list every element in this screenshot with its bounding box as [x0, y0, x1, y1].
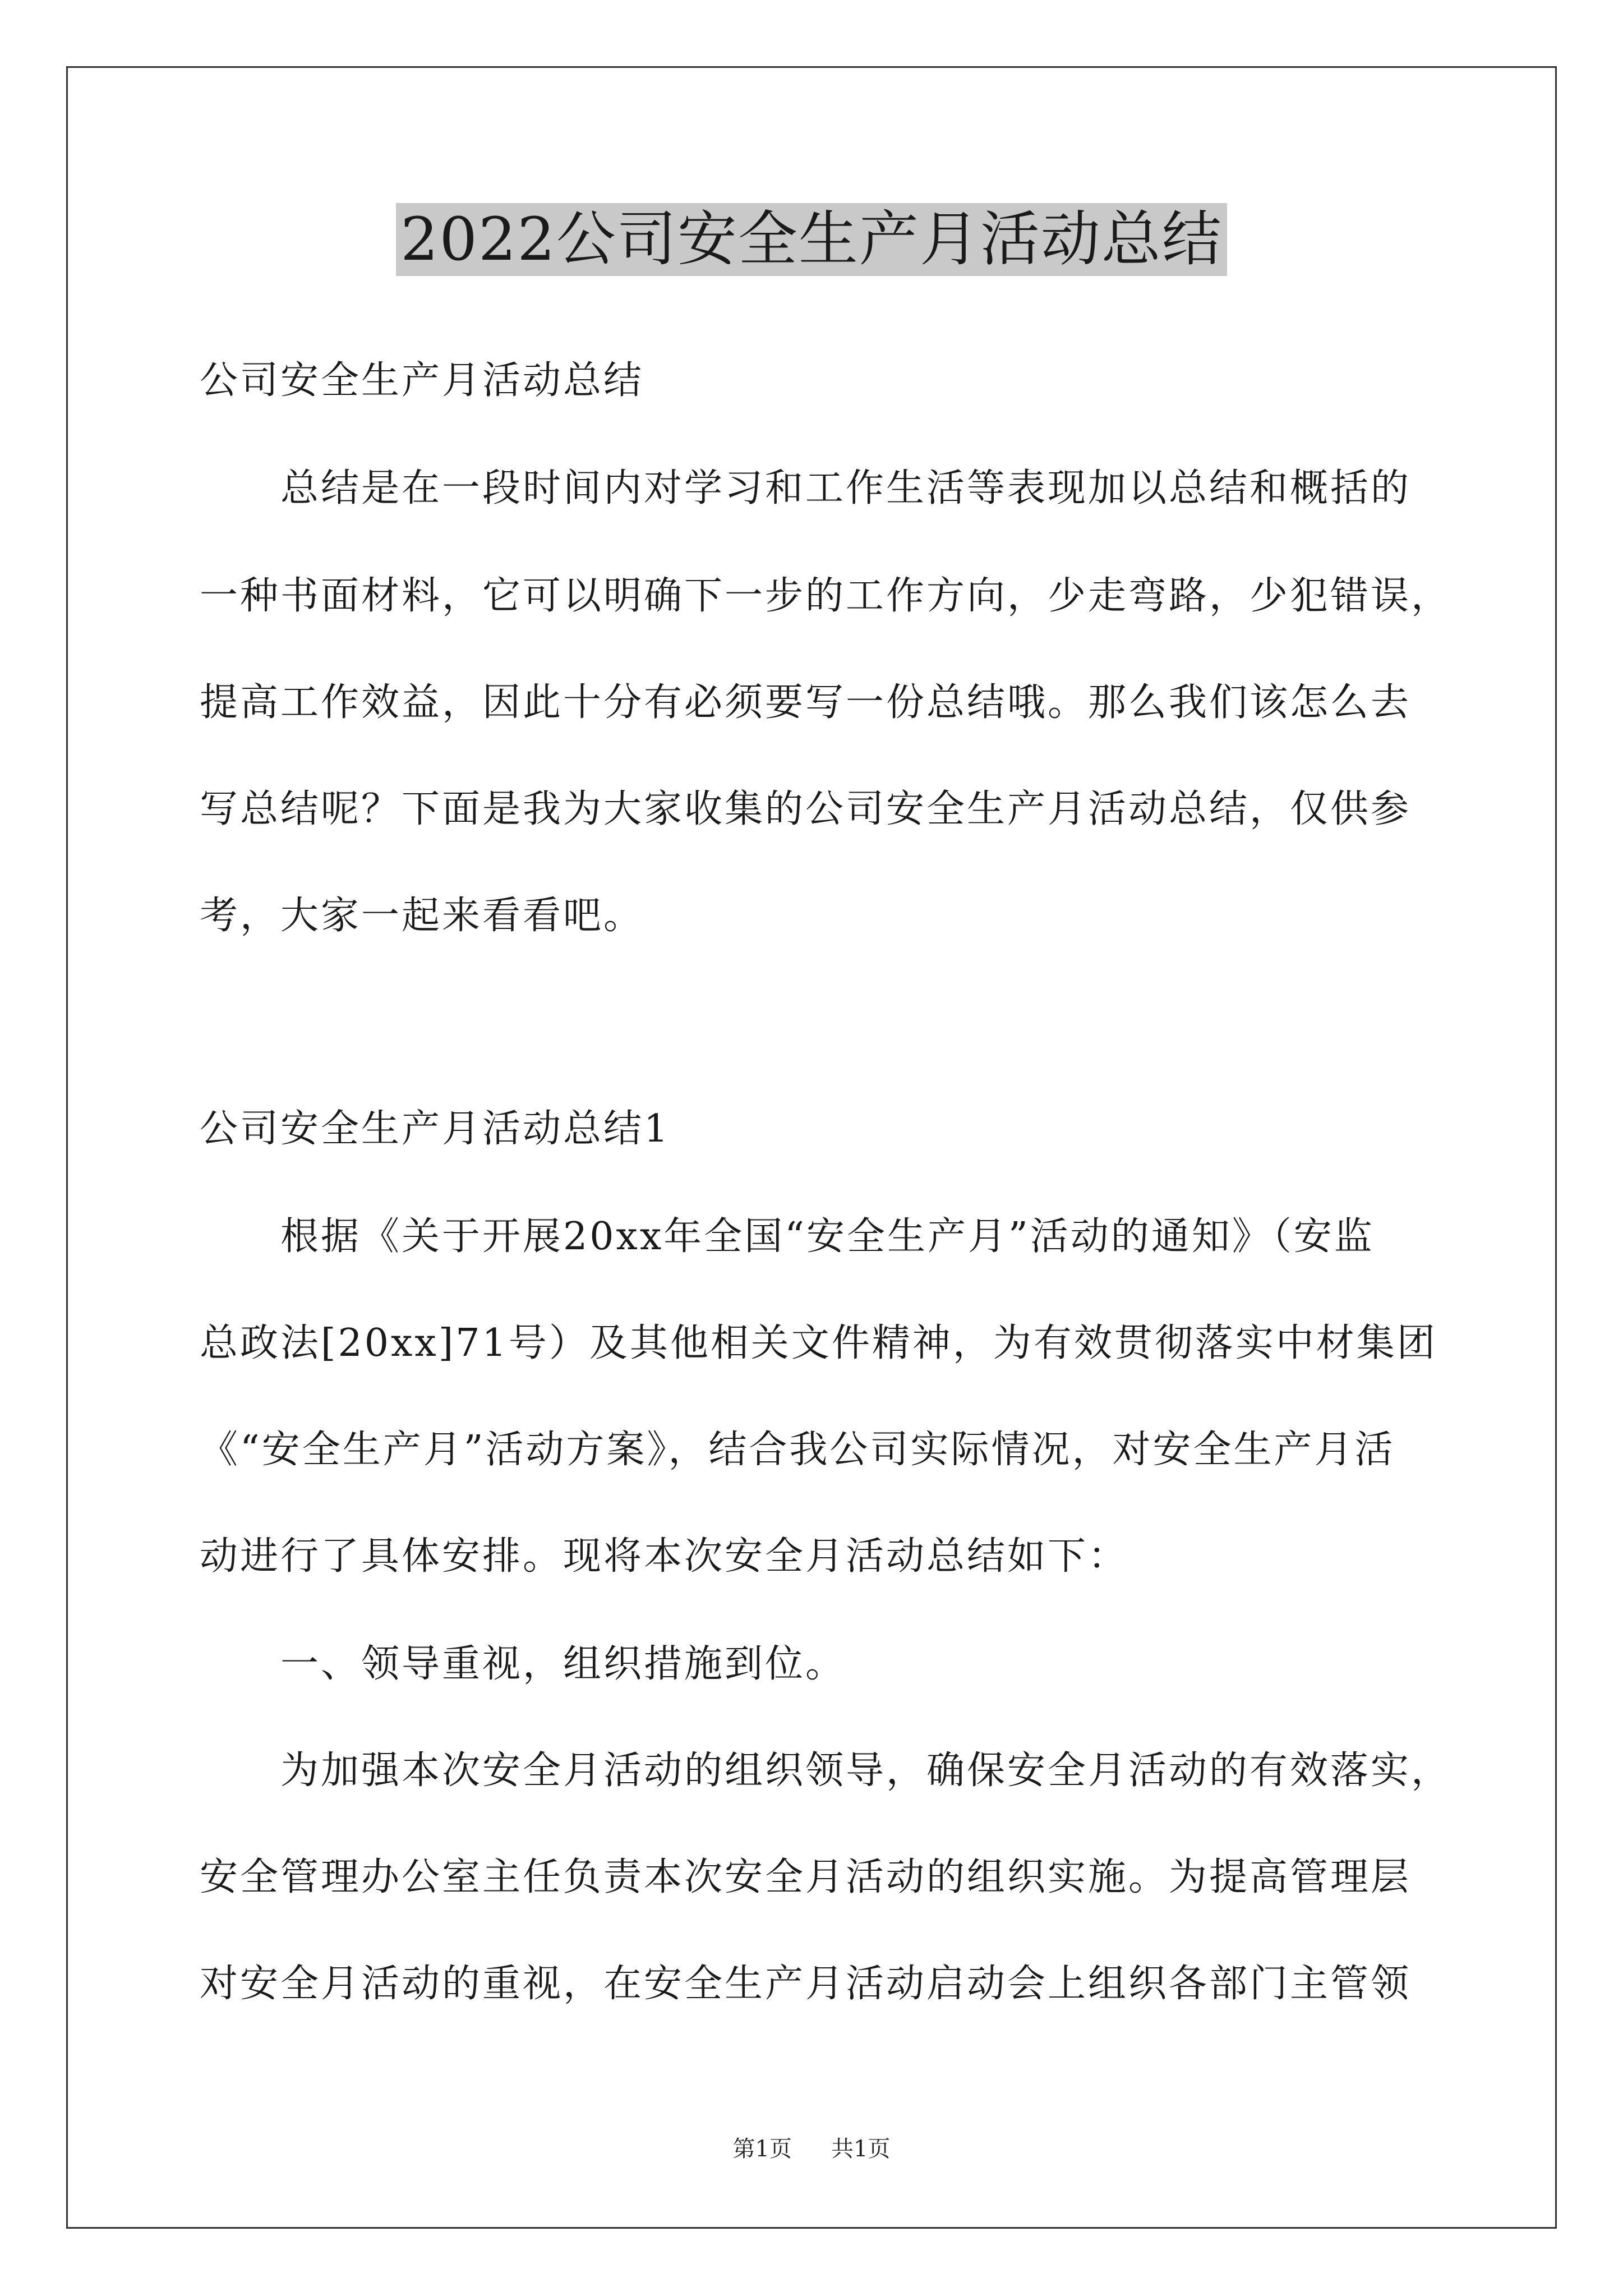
section-heading: 公司安全生产月活动总结1	[200, 1107, 671, 1151]
document-title: 2022公司安全生产月活动总结	[396, 203, 1227, 276]
section-line-4: 动进行了具体安排。现将本次安全月活动总结如下：	[200, 1534, 1129, 1579]
page-total: 共1页	[831, 2136, 891, 2162]
point-one-heading: 一、领导重视，组织措施到位。	[280, 1642, 846, 1686]
section-line-1: 根据《关于开展20xx年全国“安全生产月”活动的通知》（安监	[280, 1214, 1375, 1259]
subtitle: 公司安全生产月活动总结	[200, 358, 644, 403]
page-current: 第1页	[732, 2136, 792, 2162]
intro-line-3: 提高工作效益，因此十分有必须要写一份总结哦。那么我们该怎么去	[200, 680, 1412, 725]
section-line-3: 《“安全生产月”活动方案》，结合我公司实际情况，对安全生产月活	[200, 1428, 1395, 1472]
intro-line-4: 写总结呢？下面是我为大家收集的公司安全生产月活动总结，仅供参	[200, 787, 1412, 831]
point-one-line-2: 安全管理办公室主任负责本次安全月活动的组织实施。为提高管理层	[200, 1855, 1412, 1899]
intro-line-2: 一种书面材料，它可以明确下一步的工作方向，少走弯路，少犯错误，	[200, 574, 1452, 618]
point-one-line-3: 对安全月活动的重视，在安全生产月活动启动会上组织各部门主管领	[200, 1962, 1412, 2006]
intro-line-5: 考，大家一起来看看吧。	[200, 894, 644, 938]
intro-line-1: 总结是在一段时间内对学习和工作生活等表现加以总结和概括的	[280, 466, 1412, 510]
point-one-line-1: 为加强本次安全月活动的组织领导，确保安全月活动的有效落实，	[280, 1749, 1452, 1793]
page-footer	[0, 2134, 1623, 2164]
section-line-2: 总政法[20xx]71号）及其他相关文件精神，为有效贯彻落实中材集团	[200, 1321, 1437, 1365]
title-container	[0, 203, 1623, 276]
